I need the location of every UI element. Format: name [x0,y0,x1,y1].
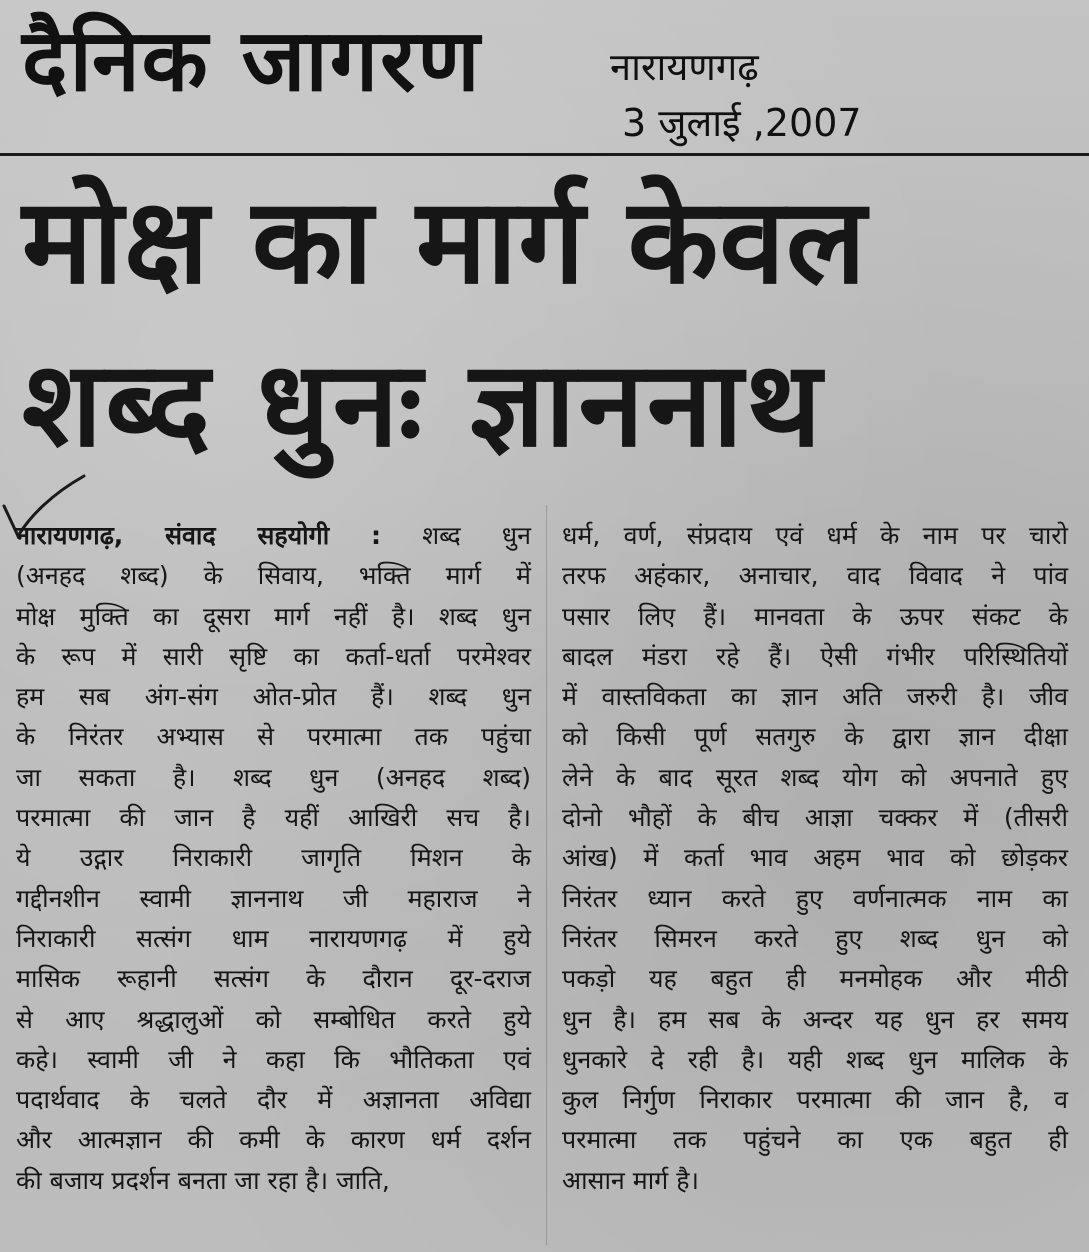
text-line: धुनकारे दे रही है। यही शब्द धुन मालिक के [562,1044,1068,1074]
text-line: परमात्मा तक पहुंचने का एक बहुत ही [562,1125,1068,1155]
article-column-left [16,516,531,1201]
text-line-content: शब्द धुन [381,521,531,550]
column-divider [546,505,547,1245]
text-line: दोनो भौहों के बीच आज्ञा चक्कर में (तीसरी [562,803,1068,833]
text-line: बादल मंडरा रहे हैं। ऐसी गंभीर परिस्थितियों [562,641,1068,671]
text-line: के रूप में सारी सृष्टि का कर्ता-धर्ता परमेश्वर [16,641,531,671]
text-line: आसान मार्ग है। [562,1165,699,1195]
article-dateline: नारायणगढ़, संवाद सहयोगी : [16,521,381,550]
text-line: और आत्मज्ञान की कमी के कारण धर्म दर्शन [16,1125,531,1155]
text-line: आंख) में कर्ता भाव अहम भाव को छोड़कर [562,843,1068,873]
text-line: पसार लिए हैं। मानवता के ऊपर संकट के [562,601,1068,631]
text-line: पदार्थवाद के चलते दौर में अज्ञानता अविद्या [16,1085,531,1115]
text-line: लेने के बाद सूरत शब्द योग को अपनाते हुए [562,762,1068,792]
newspaper-masthead: दैनिक जागरण [22,11,482,111]
text-line: हम सब अंग-संग ओत-प्रोत हैं। शब्द धुन [16,682,531,712]
edition-date: 3 जुलाई ,2007 [622,101,862,145]
text-line: कुल निर्गुण निराकार परमात्मा की जान है, व [562,1085,1068,1115]
text-line: निराकारी सत्संग धाम नारायणगढ़ में हुये [16,923,531,953]
text-line: मासिक रूहानी सत्संग के दौरान दूर-दराज [16,964,531,994]
text-line: धुन है। हम सब के अन्दर यह धुन हर समय [562,1004,1068,1034]
text-line: में वास्तविकता का ज्ञान अति जरुरी है। जीव [562,682,1068,712]
text-line: धर्म, वर्ण, संप्रदाय एवं धर्म के नाम पर चारो [562,521,1068,550]
edition-place: नारायणगढ़ [610,45,759,89]
text-line: ये उद्गार निराकारी जागृति मिशन के [16,843,531,873]
article-column-right [562,516,1068,1201]
text-line: तरफ अहंकार, अनाचार, वाद विवाद ने पांव [562,561,1068,591]
text-line: के निरंतर अभ्यास से परमात्मा तक पहुंचा [16,722,531,752]
text-line: की बजाय प्रदर्शन बनता जा रहा है। जाति, [16,1165,390,1195]
text-line: परमात्मा की जान है यहीं आखिरी सच है। [16,803,531,833]
headline-line-1: मोक्ष का मार्ग केवल [22,172,867,310]
text-line: गद्दीनशीन स्वामी ज्ञाननाथ जी महाराज ने [16,883,531,913]
text-line: से आए श्रद्धालुओं को सम्बोधित करते हुये [16,1004,531,1034]
text-line: को किसी पूर्ण सतगुरु के द्वारा ज्ञान दीक्षा [562,722,1068,752]
text-line: पकड़ो यह बहुत ही मनमोहक और मीठी [562,964,1068,994]
text-line: जा सकता है। शब्द धुन (अनहद शब्द) [16,762,531,792]
text-line: निरंतर ध्यान करते हुए वर्णनात्मक नाम का [562,883,1068,913]
text-line: मोक्ष मुक्ति का दूसरा मार्ग नहीं है। शब्द धुन [16,601,531,631]
text-line: (अनहद शब्द) के सिवाय, भक्ति मार्ग में [16,561,531,591]
text-line: कहे। स्वामी जी ने कहा कि भौतिकता एवं [16,1044,531,1074]
headline-line-2: शब्द धुनः ज्ञाननाथ [22,335,825,473]
text-line [16,516,531,556]
text-line: निरंतर सिमरन करते हुए शब्द धुन को [562,923,1068,953]
masthead-divider [0,153,1089,156]
